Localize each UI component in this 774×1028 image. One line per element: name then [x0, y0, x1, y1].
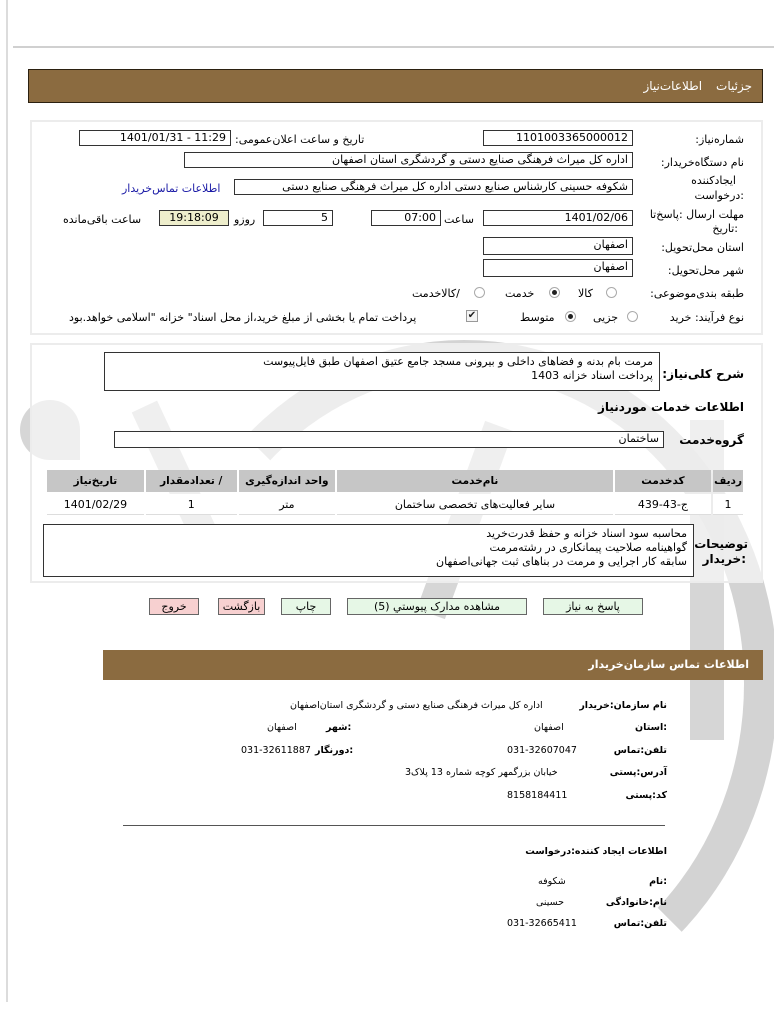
section-divider — [123, 825, 665, 826]
buyer-org-field[interactable]: اداره کل میراث فرهنگی صنایع دستی و گردشگری استان اصفهان — [184, 152, 633, 168]
process-option-minor: جزیی — [593, 311, 619, 324]
deadline-time-field[interactable]: 07:00 — [371, 210, 441, 226]
col-unit: واحد اندازه‌گیری — [239, 470, 336, 492]
deadline-time-label: ساعت — [444, 213, 474, 226]
creator-section-title: اطلاعات ایجاد کننده:درخواست — [525, 846, 667, 857]
requester-field[interactable]: شکوفه حسینی کارشناس صنایع دستی اداره کل میراث فرهنگی صنایع دستی — [234, 179, 633, 195]
description-line-2: پرداخت اسناد خزانه 1403 — [531, 369, 653, 382]
deadline-label-2: :تاریخ — [712, 222, 738, 235]
announce-datetime-label: تاریخ و ساعت اعلان‌عمومی: — [235, 133, 365, 146]
process-radio-medium[interactable] — [565, 311, 576, 322]
process-radio-minor[interactable] — [627, 311, 638, 322]
col-quantity: / تعدادمقدار — [146, 470, 237, 492]
col-service-name: نام‌خدمت — [337, 470, 613, 492]
contact-postal-label: کد:پستی — [625, 790, 667, 801]
contact-org-label: نام سازمان:خریدار — [579, 700, 667, 711]
contact-org-value: اداره کل میراث فرهنگی صنایع دستی و گردشگری استان‌اصفهان — [290, 700, 543, 711]
days-field[interactable]: 5 — [263, 210, 333, 226]
contact-phone-label: تلفن:تماس — [613, 745, 667, 756]
table-row — [47, 494, 743, 515]
delivery-province-label: استان محل‌تحویل: — [661, 241, 744, 254]
deadline-label-1: مهلت ارسال :پاسخ‌تا — [649, 208, 744, 221]
buyer-notes-line-2: گواهینامه صلاحیت پیمانکاری در رشته‌مرمت — [489, 541, 687, 554]
print-button[interactable]: چاپ — [281, 598, 331, 615]
days-label: روزو — [234, 213, 256, 226]
creator-family-value: حسینی — [536, 897, 564, 908]
delivery-province-field[interactable]: اصفهان — [483, 237, 633, 255]
view-attachments-button[interactable]: مشاهده مدارک پیوستي (5) — [347, 598, 527, 615]
category-option-goods: کالا — [578, 287, 593, 300]
buyer-org-label: نام دستگاه‌خریدار: — [660, 156, 744, 169]
contact-phone-value: 031-32607047 — [507, 745, 577, 756]
buyer-notes-line-1: محاسبه سود اسناد خزانه و حفظ قدرت‌خرید — [486, 527, 687, 540]
payment-note: پرداخت تمام یا بخشی از مبلغ خرید،از محل اسناد" خزانه "اسلامی خواهد.بود — [69, 311, 417, 324]
back-button[interactable]: بازگشت — [218, 598, 265, 615]
service-group-label: گروه‌خدمت — [679, 433, 744, 447]
buyer-notes-line-3: سابقه کار اجرایی و مرمت در بناهای ثبت جهانی‌اصفهان — [436, 555, 687, 568]
category-option-service: خدمت — [505, 287, 535, 300]
delivery-city-label: شهر محل‌تحویل: — [667, 264, 744, 277]
col-service-code: کدخدمت — [615, 470, 711, 492]
category-radio-service[interactable] — [549, 287, 560, 298]
need-number-label: شماره‌نیاز: — [695, 133, 744, 146]
page-header-bar — [28, 69, 763, 103]
top-divider — [13, 46, 774, 48]
table-header-row — [47, 470, 743, 492]
creator-name-value: شکوفه — [538, 876, 566, 887]
creator-phone-label: تلفن:تماس — [613, 918, 667, 929]
contact-province-value: اصفهان — [534, 722, 564, 733]
requester-label-1: ایجادکننده — [691, 174, 736, 187]
cell-quantity: 1 — [146, 494, 237, 515]
buyer-notes-label-2: :خریدار — [702, 552, 746, 566]
cell-service-code: ج-43-439 — [615, 494, 711, 515]
delivery-city-field[interactable]: اصفهان — [483, 259, 633, 277]
contact-postal-value: 8158184411 — [507, 790, 568, 801]
remaining-time-label: ساعت باقی‌مانده — [63, 213, 142, 226]
col-need-date: تاریخ‌نیاز — [47, 470, 144, 492]
buyer-notes-label-1: توضیحات — [694, 537, 748, 551]
cell-service-name: سایر فعالیت‌های تخصصی ساختمان — [337, 494, 613, 515]
exit-button[interactable]: خروج — [149, 598, 199, 615]
contact-city-label: :شهر — [326, 722, 352, 733]
description-label: شرح کلی‌نیاز: — [662, 367, 744, 381]
category-radio-goods[interactable] — [606, 287, 617, 298]
process-option-medium: متوسط — [520, 311, 555, 324]
contact-address-label: آدرس:پستی — [609, 767, 667, 778]
contact-fax-label: :دورنگار — [315, 745, 354, 756]
requester-label-2: :درخواست — [694, 189, 744, 202]
creator-name-label: :نام — [649, 876, 667, 887]
payment-checkbox[interactable]: ✔ — [467, 310, 477, 321]
announce-datetime-field[interactable]: 1401/01/31 - 11:29 — [79, 130, 231, 146]
description-box — [104, 352, 660, 391]
contact-address-value: خیابان بزرگمهر کوچه شماره 13 پلاک3 — [405, 767, 558, 778]
tab-need-info[interactable]: اطلاعات‌نیاز — [643, 79, 703, 93]
reply-button[interactable]: پاسخ به نیاز — [543, 598, 643, 615]
cell-need-date: 1401/02/29 — [47, 494, 144, 515]
category-radio-goods-service[interactable] — [474, 287, 485, 298]
category-option-goods-service: /کالاخدمت — [412, 287, 460, 300]
left-border — [6, 0, 8, 1002]
contact-city-value: اصفهان — [267, 722, 297, 733]
description-line-1: مرمت بام بدنه و فضاهای داخلی و بیرونی مسجد جامع عتیق اصفهان طبق فایل‌پیوست — [263, 355, 653, 368]
remaining-time-field: 19:18:09 — [159, 210, 229, 226]
deadline-date-field[interactable]: 1401/02/06 — [483, 210, 633, 226]
col-row-number: ردیف — [713, 470, 743, 492]
buyer-contact-link[interactable]: اطلاعات تماس‌خریدار — [122, 182, 221, 195]
tab-details[interactable]: جزئیات — [716, 79, 752, 93]
services-title: اطلاعات خدمات موردنیاز — [597, 400, 744, 414]
category-label: طبقه بندی‌موضوعی: — [650, 287, 744, 300]
contact-province-label: :استان — [635, 722, 667, 733]
creator-family-label: نام:خانوادگی — [605, 897, 667, 908]
cell-row-number: 1 — [713, 494, 743, 515]
process-type-label: نوع فرآیند: خرید — [669, 311, 744, 324]
buyer-notes-box — [43, 524, 694, 577]
service-group-field[interactable]: ساختمان — [114, 431, 664, 448]
cell-unit: متر — [239, 494, 336, 515]
contact-fax-value: 031-32611887 — [241, 745, 311, 756]
services-table — [45, 468, 745, 517]
need-number-field[interactable]: 1101003365000012 — [483, 130, 633, 146]
contact-section-header: اطلاعات تماس سازمان‌خریدار — [103, 650, 763, 680]
creator-phone-value: 031-32665411 — [507, 918, 577, 929]
